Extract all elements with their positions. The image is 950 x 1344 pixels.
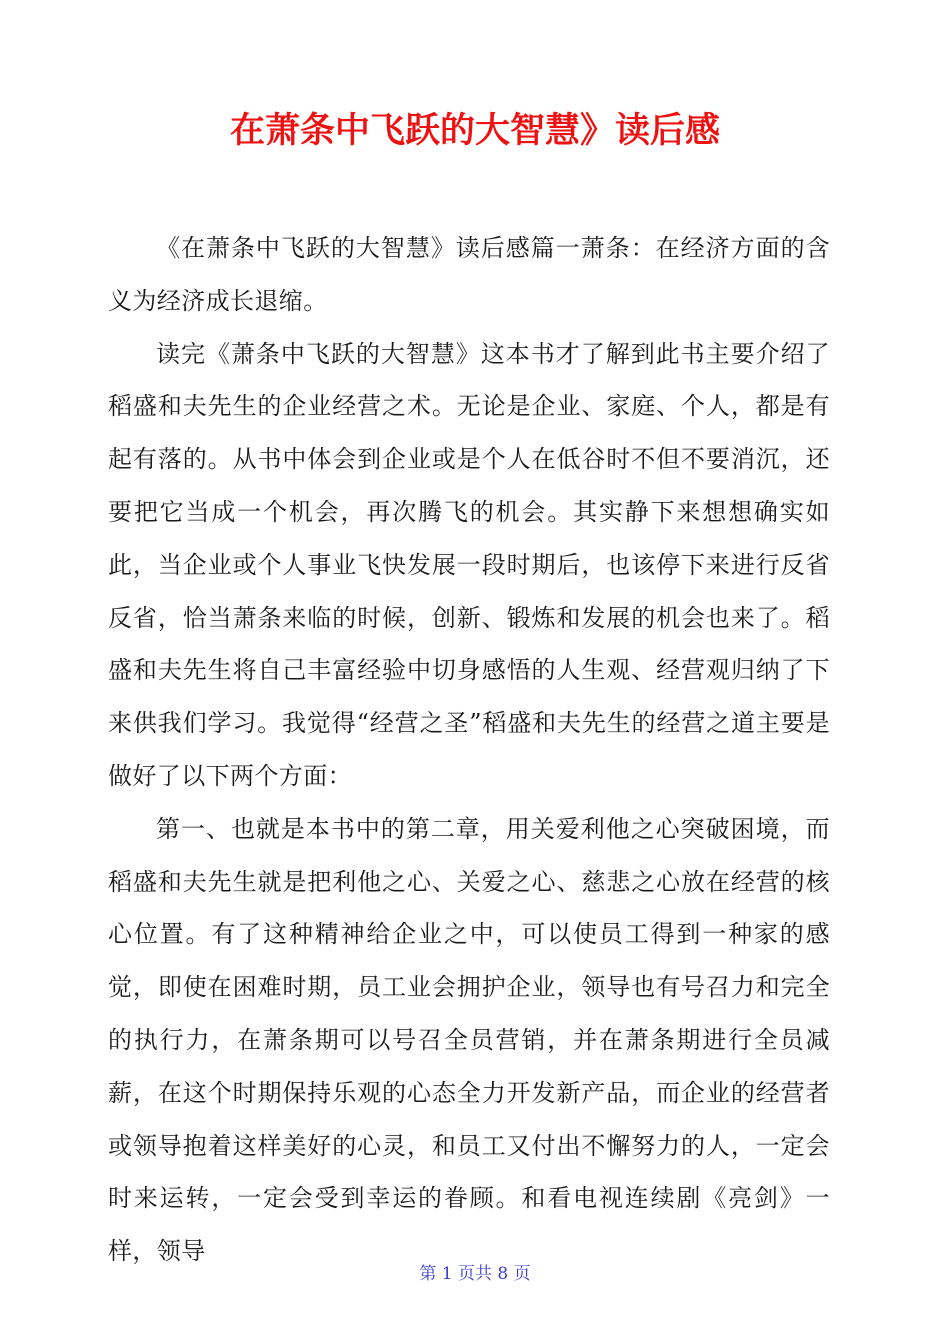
paragraph-summary: 读完《萧条中飞跃的大智慧》这本书才了解到此书主要介绍了稻盛和夫先生的企业经营之术。无论是企业、家庭、个人，都是有起有落的。从书中体会到企业或是个人在低谷时不但不要消沉，还要把它当成一个机会，再次腾飞的机会。其实静下来想想确实如此，当企业或个人事业飞快发展一段时期后，也该停下来进行反省反省，恰当萧条来临的时候，创新、锻炼和发展的机会也来了。稻盛和夫先生将自己丰富经验中切身感悟的人生观、经营观归纳了下来供我们学习。我觉得“经营之圣”稻盛和夫先生的经营之道主要是做好了以下两个方面： [108,339,830,790]
document-body [108,222,830,1278]
paragraph-intro: 《在萧条中飞跃的大智慧》读后感篇一萧条：在经济方面的含义为经济成长退缩。 [108,234,830,315]
paragraph-point-one: 第一、也就是本书中的第二章，用关爱利他之心突破困境，而稻盛和夫先生就是把利他之心、关爱之心、慈悲之心放在经营的核心位置。有了这种精神给企业之中，可以使员工得到一种家的感觉，即使在困难时期，员工业会拥护企业，领导也有号召力和完全的执行力，在萧条期可以号召全员营销，并在萧条期进行全员减薪，在这个时期保持乐观的心态全力开发新产品，而企业的经营者或领导抱着这样美好的心灵，和员工又付出不懈努力的人，一定会时来运转，一定会受到幸运的眷顾。和看电视连续剧《亮剑》一样，领导 [108,814,830,1266]
page-number-footer: 第 1 页共 8 页 [419,1264,531,1284]
document-title: 在萧条中飞跃的大智慧》读后感 [229,111,720,151]
